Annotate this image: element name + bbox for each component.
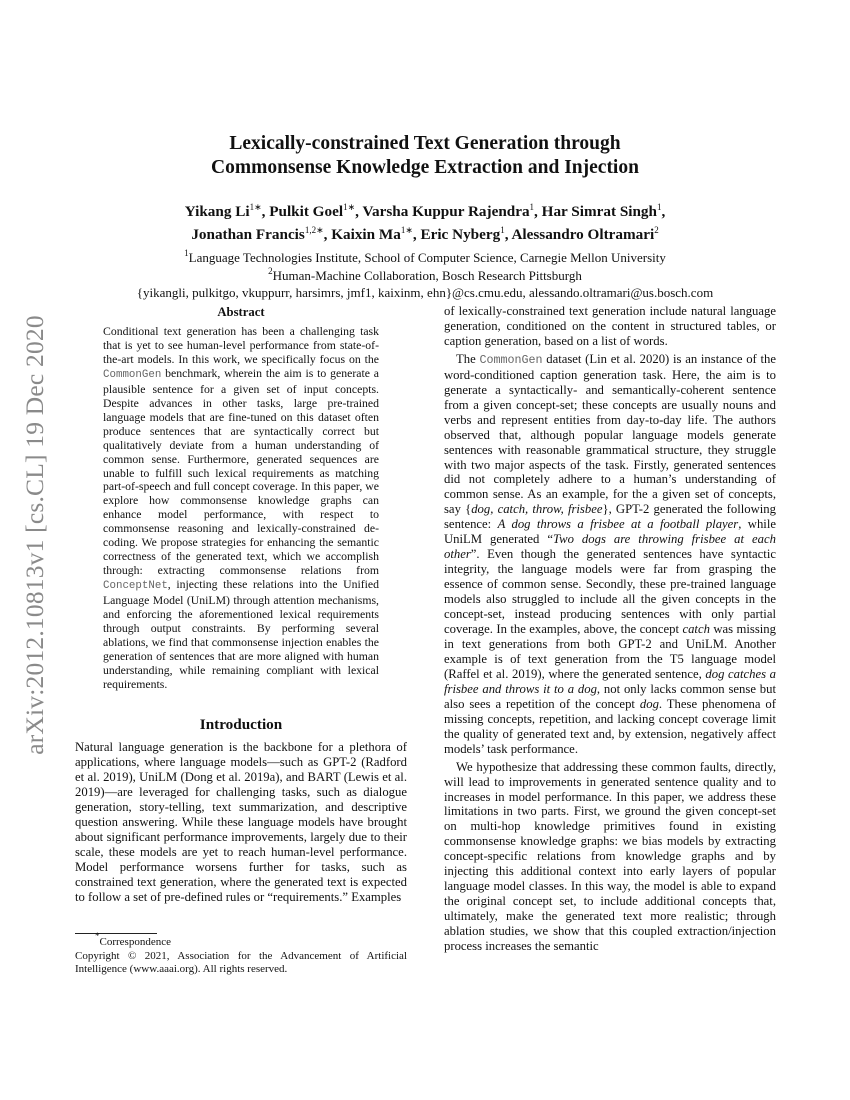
- paragraph: [444, 760, 776, 954]
- affiliation-mark: 2: [268, 265, 273, 276]
- paragraph: [75, 740, 407, 904]
- code-term: CommonGen: [103, 368, 162, 381]
- author-affiliation-mark: 1∗: [343, 202, 356, 212]
- emphasis-text: catch: [682, 622, 710, 637]
- affiliation-text: {yikangli, pulkitgo, vkuppurr, harsimrs, jmf1, kaixinm, ehn}@cs.cmu.edu, alessando.oltramari@us.bosch.com: [136, 285, 714, 300]
- introduction-left-column: [75, 740, 407, 904]
- author-separator: ,: [323, 226, 332, 243]
- paragraph: [444, 304, 776, 349]
- author-affiliation-mark: 2: [654, 225, 659, 235]
- affiliation-line: [0, 284, 850, 302]
- text-run: benchmark, wherein the aim is to generate a plausible sentence for a given set of input concepts. Despite advances in other tasks, large pre-trained language models that are fine-tuned on this dataset often produce sentences that are syntactically correct but qualitatively deviate from a human understanding of common sense. Furthermore, generated sequences are unable to fulfill such lexical requirements as matching part-of-speech and full concept coverage. In this paper, we explore how commonsense knowledge graphs can enhance model performance, with respect to commonsense reasoning and lexically-constrained decoding. We propose strategies for enhancing the semantic correctness of the generated text, which we accomplish through: extracting commonsense relations from: [103, 366, 379, 578]
- author: Har Simrat Singh: [541, 203, 657, 220]
- text-run: , not only lacks common sense but also sees a repetition of the concept: [444, 681, 777, 711]
- author: Kaixin Ma: [331, 226, 401, 243]
- paragraph: [103, 325, 379, 692]
- paragraph: [444, 352, 776, 757]
- text-run: dataset (Lin et al. 2020) is an instance of the word-conditioned caption generation task. Here, the aim is to generate a syntactically- and semantically-coherent sentence from a given concept-set; these concepts are usually nouns and verbs and represent entities from day-to-day life. The authors observed that, although popular language models generate sentences with reasonable grammatical structure, they struggle with two major aspects of the task. Firstly, generated sentences did not completely adhere to a human’s understanding of common sense. As an example, for the a given set of concepts, say {: [444, 351, 776, 517]
- paper-title: [0, 132, 850, 180]
- arxiv-stamp: arXiv:2012.10813v1 [cs.CL] 19 Dec 2020: [20, 315, 49, 755]
- author: Jonathan Francis: [191, 226, 305, 243]
- text-run: was missing in text generations from both GPT-2 and UniLM. Another example is of text generation from the T5 language model (Raffel et al. 2019), where the generated sentence,: [444, 622, 776, 681]
- emphasis-text: Two dogs are throwing frisbee at each other: [444, 532, 776, 562]
- affiliation-line: [0, 249, 850, 267]
- affiliation-text: Language Technologies Institute, School of Computer Science, Carnegie Mellon University: [188, 250, 666, 265]
- emphasis-text: dog catches a frisbee and throws it to a dog: [444, 666, 776, 696]
- author-affiliation-mark: 1∗: [400, 225, 413, 235]
- author-affiliation-mark: 1∗: [249, 202, 262, 212]
- title-line-1: Lexically-constrained Text Generation through: [229, 133, 621, 154]
- affiliation-text: Human-Machine Collaboration, Bosch Research Pittsburgh: [272, 267, 582, 283]
- affiliation-mark: 1: [184, 248, 189, 258]
- title-line-2: Commonsense Knowledge Extraction and Injection: [211, 157, 639, 178]
- introduction-right-column: [444, 304, 776, 954]
- text-run: . These phenomena of missing concepts, repetition, and lacking concept coverage limit the quality of generated text and, by extension, negatively affect models’ task performance.: [444, 696, 776, 756]
- author-separator: ,: [661, 203, 666, 220]
- author-separator: ,: [261, 203, 270, 220]
- footnote-correspondence: Correspondence: [99, 936, 171, 948]
- text-run: Conditional text generation has been a challenging task that is yet to see human-level performance from state-of-the-art models. In this work, we specifically focus on the: [103, 325, 379, 366]
- author-affiliation-mark: 1,2∗: [304, 225, 324, 235]
- code-term: CommonGen: [479, 352, 543, 367]
- author-affiliation-mark: 1: [529, 202, 535, 212]
- text-run: of lexically-constrained text generation include natural language generation, conditioned on the content in structured tables, or caption generation, based on a list of words.: [444, 304, 776, 348]
- author-separator: ,: [355, 203, 363, 220]
- author: Pulkit Goel: [269, 203, 344, 220]
- emphasis-text: dog, catch, throw, frisbee: [471, 502, 603, 517]
- text-run: We hypothesize that addressing these common faults, directly, will lead to improvements in generated sentence quality and to increases in model performance. In this paper, we address these limitations in two parts. First, we ground the given concept-set on multi-hop knowledge primitives found in existing commonsense knowledge graphs: we bias models by extracting concept-specific relations from knowledge graphs and by injecting this additional context into early layers of popular language model classes. In this way, the model is able to expand the original concept set, to include additional concepts that, ultimately, make the generated text more realistic; through ablation studies, we show that this coupled extraction/injection process increases the semantic: [444, 759, 776, 954]
- text-run: , injecting these relations into the Unified Language Model (UniLM) through attention mechanisms, and enforcing the aforementioned lexical requirements through output constraints. By performing several ablations, we find that commonsense injection enables the generation of sentences that are more aligned with human understanding, while remaining compliant with lexical requirements.: [103, 578, 379, 691]
- affiliations: [0, 249, 850, 302]
- code-term: ConceptNet: [103, 580, 168, 593]
- emphasis-text: A dog throws a frisbee at a football player: [497, 517, 739, 532]
- author-list: [0, 200, 850, 246]
- affiliation-line: [0, 267, 850, 285]
- text-run: }, GPT-2 generated the following sentence:: [444, 502, 776, 532]
- author: Yikang Li: [184, 203, 250, 220]
- author-line-2: [0, 223, 850, 246]
- abstract-body: [103, 325, 379, 692]
- author-affiliation-mark: 1: [500, 225, 505, 235]
- author: Varsha Kuppur Rajendra: [362, 203, 530, 220]
- footnote: [75, 931, 407, 977]
- author: Eric Nyberg: [420, 226, 501, 243]
- author-line-1: [0, 200, 850, 223]
- author-affiliation-mark: 1: [656, 202, 662, 212]
- author: Alessandro Oltramari: [511, 226, 655, 243]
- footnote-copyright: Copyright © 2021, Association for the Advancement of Artificial Intelligence (www.aaai.org). All rights reserved.: [75, 949, 407, 975]
- author-separator: ,: [534, 203, 542, 220]
- author-separator: ,: [504, 226, 512, 243]
- emphasis-text: dog: [639, 696, 659, 711]
- author-separator: ,: [412, 226, 421, 243]
- text-run: , while UniLM generated “: [444, 517, 776, 547]
- text-run: Natural language generation is the backbone for a plethora of applications, where language models—such as GPT-2 (Radford et al. 2019), UniLM (Dong et al. 2019a), and BART (Lewis et al. 2019)—are leveraged for challenging tasks, such as dialogue generation, story-telling, text summarization, and descriptive question answering. While these language models have brought about significant performance improvements, largely due to their scale, these models are yet to reach human-level performance. Model performance worsens further for tasks, such as constrained text generation, where the generated text is expected to follow a set of pre-defined rules or “requirements.” Examples: [75, 740, 407, 904]
- text-run: ”. Even though the generated sentences have syntactic integrity, the language models were far from grasping the essence of common sense. Secondly, these pre-trained language models also struggled to include all the given concepts in the concept-set, instead producing sentences with only partial coverage. In the examples, above, the concept: [444, 547, 776, 637]
- footnote-mark: *: [95, 931, 100, 941]
- introduction-heading: Introduction: [199, 716, 283, 733]
- abstract-heading: Abstract: [217, 305, 265, 319]
- footnote-rule: [75, 933, 157, 934]
- text-run: The: [456, 351, 480, 366]
